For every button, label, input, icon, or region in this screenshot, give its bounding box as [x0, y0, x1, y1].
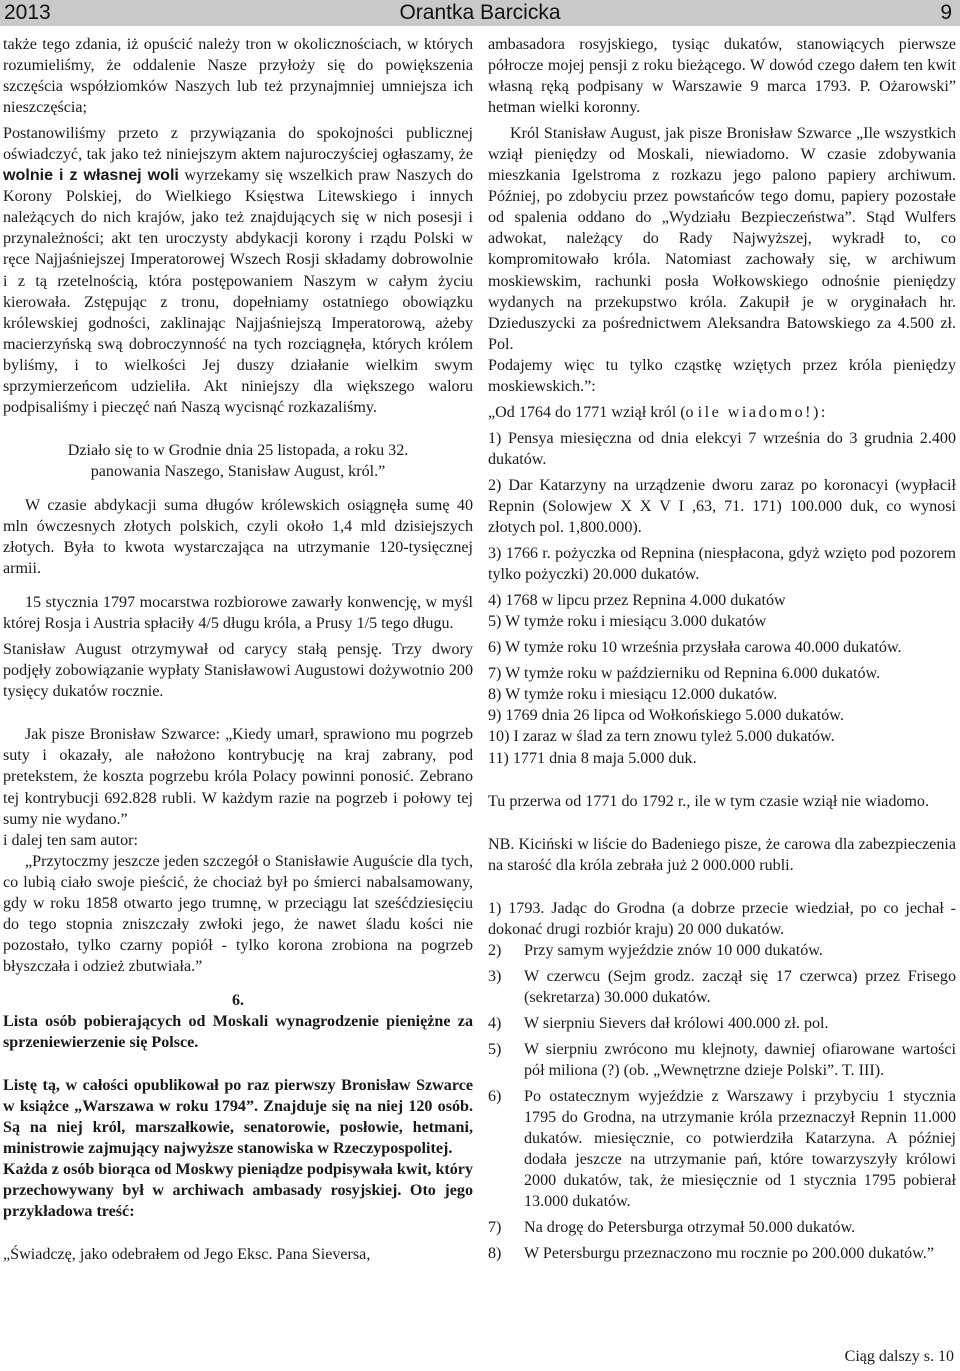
item-number: 5)	[488, 1040, 502, 1058]
list-item: 1) Pensya miesięczna od dnia elekcyi 7 września do 3 grudnia 2.400 dukatów.	[488, 429, 956, 468]
numbered-item	[488, 1086, 956, 1212]
paragraph: Każda z osób biorąca od Moskwy pieniądze podpisywała kwit, który przechowywany był w archiwach ambasady rosyjskiej. Oto jego przykładowa treść:	[3, 1161, 473, 1221]
item-number: 7)	[488, 1219, 502, 1237]
item-number: 6)	[488, 1088, 502, 1106]
paragraph: Podajemy więc tu tylko cząstkę wziętych przez króla pieniędzy moskiewskich.”:	[488, 356, 956, 395]
item-text: W Petersburgu przeznaczono mu rocznie po 200.000 dukatów.”	[524, 1245, 934, 1263]
list-item: 9) 1769 dnia 26 lipca od Wołkońskiego 5.000 dukatów.	[488, 707, 844, 725]
paragraph: Król Stanisław August, jak pisze Bronisław Szwarce „Ile wszystkich wziął pieniędzy od Moskali, niewiadomo. W czasie zdobywania mieszkania Igelstroma z rozkazu jego palono papiery archiwum. Później, po zdobyciu przez powstańców tego domu, papiery pozostałe od spalenia oddano do „Wydziału Bezpieczeństwa”. Stąd Wulfers adwokat, należący do Rady Najwyższej, wykradł to, co kompromitowało króla. Natomiast zachowały się, w archiwum moskiewskim, rachunki posła Wołkowskiego odnośnie pieniędzy wydanych na przekupstwo króla. Zakupił je w oryginałach hr. Dzieduszycki za pośrednictwem Aleksandra Batowskiego za 4.500 zł. Pol.	[488, 125, 956, 353]
section-number: 6.	[231, 991, 245, 1009]
item-text: Przy samym wyjeździe znów 10 000 dukatów.	[524, 941, 823, 959]
paragraph: ambasadora rosyjskiego, tysiąc dukatów, stanowiących pierwsze półrocze mojej pensji z roku bieżącego. W dowód czego dałem ten kwit własną ręką podpisany w Warszawie 9 marca 1793. P. Ożarowski” hetman wielki koronny.	[488, 36, 956, 117]
text: „Od 1764 do 1771 wziął król (o	[488, 403, 698, 421]
magazine-title: Orantka Barcicka	[399, 1, 561, 24]
date-line: Działo się to w Grodnie dnia 25 listopada, a roku 32.	[67, 441, 409, 459]
list-item: 6) W tymże roku 10 września przysłała carowa 40.000 dukatów.	[488, 639, 902, 657]
list-item: 11) 1771 dnia 8 maja 5.000 duk.	[488, 749, 697, 767]
item-number: 3)	[488, 967, 502, 985]
paragraph: Listę tą, w całości opublikował po raz pierwszy Bronisław Szwarce w książce „Warszawa w roku 1794”. Znajduje się na niej 120 osób. Są na niej król, marszałkowie, senatorowie, posłowie, hetmani, ministrowie zajmujący najwyższe stanowiska w Rzeczypospolitej.	[3, 1077, 473, 1158]
signature-line: panowania Naszego, Stanisław August, król.”	[90, 462, 386, 480]
list-item: 4) 1768 w lipcu przez Repnina 4.000 dukatów	[488, 592, 786, 610]
page-number: 9	[940, 1, 952, 24]
spaced-text: ile wiadomo!):	[697, 403, 828, 421]
paragraph: W czasie abdykacji suma długów królewskich osiągnęła sumę 40 mln ówczesnych złotych polskich, czyli około 1,4 mld dzisiejszych złotych. Była to kwota wystarczająca na utrzymanie 120-tysięcznej armii.	[3, 496, 473, 578]
left-column	[3, 34, 473, 1265]
text: wyrzekamy się wszelkich praw Naszych do Korony Polskiej, do Wielkiego Księstwa Litewskiego i innych należących do nich krajów, jako też znajdujących się w nich posesji i przynależności; akt ten uroczysty abdykacji korony i rządu Polski w ręce Najjaśniejszej Imperatorowej Wszech Rosji składamy dobrowolnie i z tą rzetelnością, która postępowaniem Naszym w całym życiu kierowała. Zstępując z tronu, dopełniamy ostatniego obowiązku królewskiej godności, zaklinając Najjaśniejszą Imperatorową, ażeby macierzyńską swą dobroczynność na tych rozciągnęła, których królem byliśmy, i to wielkości Jej duszy działanie wielkim swym sprzymierzeńcom udzieliła. Akt niniejszy dla większego waloru podpisaliśmy i pieczęć nań Naszą wycisnąć rozkazaliśmy.	[3, 167, 473, 416]
bold-text: wolnie i z własnej woli	[3, 166, 179, 185]
abdication-paragraph	[3, 123, 473, 418]
list-item: 10) I zaraz w ślad za tern znowu tyleż 5.000 dukatów.	[488, 728, 835, 746]
paragraph: i dalej ten sam autor:	[3, 831, 138, 849]
paragraph: „Świadczę, jako odebrałem od Jego Eksc. Pana Sieversa,	[3, 1246, 371, 1264]
paragraph	[488, 402, 956, 423]
item-number: 2)	[488, 941, 502, 959]
item-text: Po ostatecznym wyjeździe z Warszawy i przybyciu 1 stycznia 1795 do Grodna, na utrzymanie króla przeznaczył Repnin 11.000 dukatów. miesięcznie, co potwierdziła Katarzyna. A później dodała jeszcze na utrzymanie pań, które towarzyszyły królowi 2000 dukatów, tak, że miesięcznie od 1 stycznia 1795 pobierał 13.000 dukatów.	[524, 1088, 956, 1211]
numbered-item	[488, 1243, 956, 1264]
numbered-item	[488, 1039, 956, 1081]
list-item: 5) W tymże roku i miesiącu 3.000 dukatów	[488, 613, 767, 631]
paragraph: 1) 1793. Jadąc do Grodna (a dobrze przecie wiedział, po co jechał - dokonać drugi rozbiór kraju) 20 000 dukatów.	[488, 899, 956, 938]
item-number: 4)	[488, 1014, 502, 1032]
numbered-item	[488, 966, 956, 1008]
quote-paragraph: „Przytoczmy jeszcze jeden szczegół o Stanisławie Auguście dla tych, co lubią ciało swoje pieścić, że chociaż był po śmierci nabalsamowany, gdy w roku 1858 otwarto jego trumnę, w przeciągu lat sześćdziesięciu do tego stopnia zniszczały zwłoki jego, że nawet śladu kości nie pozostało, tylko czarny popiół - tylko korona zrobiona na pogrzeb błyszczała i odzież zbutwiała.”	[3, 852, 473, 975]
item-text: W czerwcu (Sejm grodz. zaczął się 17 czerwca) przez Frisego (sekretarza) 30.000 dukatów.	[524, 967, 956, 1006]
item-text: W sierpniu zwrócono mu klejnoty, dawniej ofiarowane wartości pół miliona (?) (ob. „Wewnętrzne dzieje Polski”. T. III).	[524, 1040, 956, 1080]
right-column	[488, 34, 956, 1264]
page-header	[0, 0, 960, 26]
section-heading: Lista osób pobierających od Moskali wynagrodzenie pieniężne za sprzeniewierzenie się Polsce.	[3, 1012, 473, 1052]
paragraph: Jak pisze Bronisław Szwarce: „Kiedy umarł, sprawiono mu pogrzeb suty i okazały, ale nałożono kontrybucję na kraj zabrany, pod pretekstem, że koszta pogrzebu króla Polacy powinni ponosić. Zebrano tej kontrybucji 692.828 rubli. W każdym razie na pogrzeb i połowy tej sumy nie wydano.”	[3, 726, 473, 828]
paragraph: Stanisław August otrzymywał od carycy stałą pensję. Trzy dwory podjęły zobowiązanie wypłaty Stanisławowi Augustowi dożywotnio 200 tysięcy dukatów rocznie.	[3, 641, 473, 701]
numbered-item	[488, 940, 956, 961]
list-item: 2) Dar Katarzyny na urządzenie dworu zaraz po koronacyi (wypłacił Repnin (Solowjew X X V I ,63, 71. 171) 100.000 duk, co wynosi złotych pol. 1,800.000).	[488, 476, 956, 537]
list-item: 7) W tymże roku w październiku od Repnina 6.000 dukatów.	[488, 665, 881, 683]
text: Postanowiliśmy przeto z przywiązania do spokojności publicznej oświadczyć, tak jako też niniejszym aktem najuroczyściej ogłaszamy, że	[3, 125, 473, 164]
paragraph: NB. Kiciński w liście do Badeniego pisze, że carowa dla zabezpieczenia na starość dla króla zebrała już 2 000.000 rubli.	[488, 835, 956, 874]
numbered-item	[488, 1013, 956, 1034]
item-text: W sierpniu Sievers dał królowi 400.000 zł. pol.	[524, 1014, 829, 1032]
continued-note: Ciąg dalszy s. 10	[844, 1348, 954, 1365]
paragraph: 15 stycznia 1797 mocarstwa rozbiorowe zawarły konwencję, w myśl której Rosja i Austria spłaciły 4/5 długu króla, a Prusy 1/5 tego długu.	[3, 594, 473, 633]
list-item: 8) W tymże roku i miesiącu 12.000 dukatów.	[488, 686, 778, 704]
item-text: Na drogę do Petersburga otrzymał 50.000 dukatów.	[524, 1219, 856, 1237]
numbered-item	[488, 1217, 956, 1238]
year-label: 2013	[4, 1, 51, 24]
list-item: 3) 1766 r. pożyczka od Repnina (niespłacona, gdyż wzięto pod pozorem tylko pożyczki) 20.000 dukatów.	[488, 545, 956, 584]
item-number: 8)	[488, 1245, 502, 1263]
paragraph: Tu przerwa od 1771 do 1792 r., ile w tym czasie wziął nie wiadomo.	[488, 792, 929, 810]
paragraph: także tego zdania, iż opuścić należy tron w okolicznościach, w których rozumieliśmy, że oddalenie Nasze przyłoży się do powiększenia szczęścia współziomków Naszych lub też przynajmniej umniejsza ich nieszczęścia;	[3, 36, 473, 117]
